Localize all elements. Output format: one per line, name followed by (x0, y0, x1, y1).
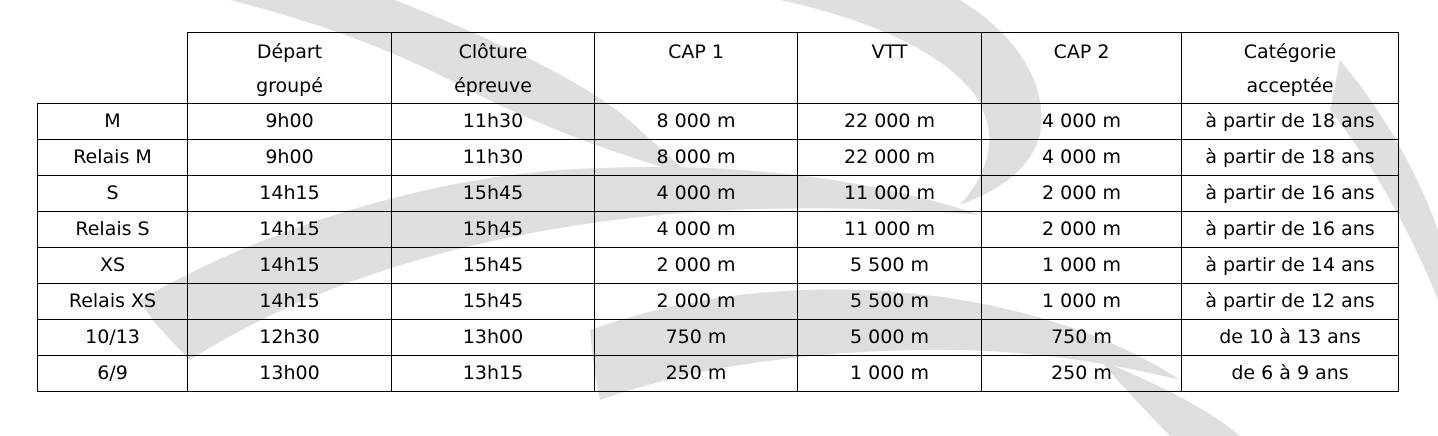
cell-category: M (38, 104, 188, 140)
header-cap-2 (982, 33, 1182, 104)
table-row (38, 140, 1399, 176)
cell-depart: 9h00 (188, 104, 392, 140)
cell-cap-2: 1 000 m (982, 248, 1182, 284)
header-label-line1: Catégorie (1243, 41, 1337, 63)
table-row (38, 176, 1399, 212)
header-cap-1 (595, 33, 798, 104)
cell-cap-2: 2 000 m (982, 212, 1182, 248)
header-label-line1: VTT (871, 41, 908, 63)
cell-age: à partir de 18 ans (1182, 140, 1399, 176)
table-row (38, 356, 1399, 392)
cell-depart: 14h15 (188, 176, 392, 212)
cell-cloture: 15h45 (392, 212, 595, 248)
cell-cap-2: 2 000 m (982, 176, 1182, 212)
cell-cap-1: 4 000 m (595, 176, 798, 212)
cell-vtt: 5 000 m (798, 320, 982, 356)
cell-age: à partir de 12 ans (1182, 284, 1399, 320)
cell-cap-2: 1 000 m (982, 284, 1182, 320)
cell-cap-1: 2 000 m (595, 284, 798, 320)
cell-depart: 14h15 (188, 248, 392, 284)
cell-age: à partir de 16 ans (1182, 212, 1399, 248)
cell-vtt: 5 500 m (798, 248, 982, 284)
header-categorie-acceptee (1182, 33, 1399, 104)
cell-cap-2: 750 m (982, 320, 1182, 356)
header-label-line2: acceptée (1246, 75, 1334, 97)
cell-category: Relais M (38, 140, 188, 176)
cell-cloture: 13h00 (392, 320, 595, 356)
cell-category: Relais XS (38, 284, 188, 320)
cell-age: à partir de 18 ans (1182, 104, 1399, 140)
cell-cap-1: 250 m (595, 356, 798, 392)
cell-cap-2: 250 m (982, 356, 1182, 392)
cell-category: 6/9 (38, 356, 188, 392)
cell-age: à partir de 14 ans (1182, 248, 1399, 284)
cell-depart: 14h15 (188, 284, 392, 320)
cell-cloture: 15h45 (392, 248, 595, 284)
schedule-table (37, 32, 1399, 392)
cell-vtt: 1 000 m (798, 356, 982, 392)
cell-cap-1: 2 000 m (595, 248, 798, 284)
cell-category: 10/13 (38, 320, 188, 356)
cell-cloture: 11h30 (392, 140, 595, 176)
cell-cap-1: 8 000 m (595, 104, 798, 140)
table-row (38, 104, 1399, 140)
cell-depart: 9h00 (188, 140, 392, 176)
cell-category: XS (38, 248, 188, 284)
cell-vtt: 5 500 m (798, 284, 982, 320)
header-cloture-epreuve (392, 33, 595, 104)
cell-cloture: 11h30 (392, 104, 595, 140)
header-label-line1: CAP 2 (1053, 41, 1110, 63)
cell-category: Relais S (38, 212, 188, 248)
cell-cloture: 13h15 (392, 356, 595, 392)
header-depart-groupe (188, 33, 392, 104)
cell-cap-1: 8 000 m (595, 140, 798, 176)
table-row (38, 284, 1399, 320)
header-vtt (798, 33, 982, 104)
cell-depart: 14h15 (188, 212, 392, 248)
header-label-line2: épreuve (454, 75, 532, 97)
table-row (38, 212, 1399, 248)
cell-vtt: 11 000 m (798, 212, 982, 248)
cell-cloture: 15h45 (392, 284, 595, 320)
cell-age: à partir de 16 ans (1182, 176, 1399, 212)
cell-cloture: 15h45 (392, 176, 595, 212)
cell-cap-1: 4 000 m (595, 212, 798, 248)
cell-vtt: 22 000 m (798, 140, 982, 176)
header-label-line1: Départ (256, 41, 323, 63)
cell-vtt: 11 000 m (798, 176, 982, 212)
cell-depart: 12h30 (188, 320, 392, 356)
cell-cap-2: 4 000 m (982, 104, 1182, 140)
cell-vtt: 22 000 m (798, 104, 982, 140)
header-label-line2: groupé (256, 75, 323, 97)
cell-category: S (38, 176, 188, 212)
corner-cell (38, 33, 188, 104)
cell-age: de 10 à 13 ans (1182, 320, 1399, 356)
cell-cap-1: 750 m (595, 320, 798, 356)
table-row (38, 320, 1399, 356)
header-row (38, 33, 1399, 104)
cell-depart: 13h00 (188, 356, 392, 392)
cell-cap-2: 4 000 m (982, 140, 1182, 176)
cell-age: de 6 à 9 ans (1182, 356, 1399, 392)
table-row (38, 248, 1399, 284)
header-label-line1: Clôture (458, 41, 528, 63)
header-label-line1: CAP 1 (668, 41, 724, 63)
table-body (38, 104, 1399, 392)
